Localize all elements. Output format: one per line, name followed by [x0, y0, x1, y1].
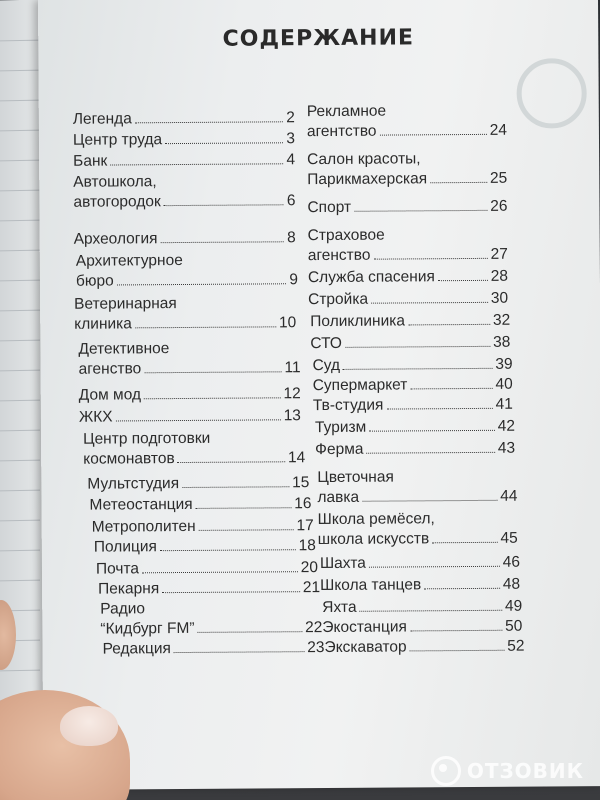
- toc-page-number: 39: [495, 355, 513, 373]
- toc-entry: [312, 355, 512, 376]
- toc-page-number: 22: [305, 619, 323, 637]
- dot-leader: [354, 210, 487, 212]
- toc-entry: [73, 129, 295, 151]
- toc-entry-label: Страховое: [307, 226, 385, 245]
- toc-entry: [79, 384, 301, 406]
- left-page-rule: [0, 490, 40, 492]
- page-title: СОДЕРЖАНИЕ: [222, 25, 415, 52]
- otzovik-logo-icon: [431, 756, 461, 786]
- book-page: [38, 0, 600, 790]
- toc-entry: [308, 225, 508, 266]
- toc-entry: [307, 197, 507, 218]
- toc-entry-label: Туризм: [314, 418, 367, 437]
- toc-entry-label: автогородок: [73, 193, 161, 211]
- toc-page-number: 16: [294, 495, 312, 513]
- dot-leader: [182, 486, 289, 488]
- toc-entry: [78, 338, 300, 380]
- toc-entry-label: Археология: [73, 230, 158, 248]
- toc-page-number: 3: [286, 130, 296, 148]
- thumbnail: [60, 706, 118, 746]
- toc-entry: [308, 289, 508, 310]
- toc-entry: [320, 575, 520, 596]
- toc-entry: [74, 293, 296, 335]
- toc-entry-label: агенство: [78, 360, 142, 378]
- left-page-rule: [0, 280, 40, 282]
- toc-page-number: 12: [283, 385, 301, 403]
- toc-entry-label: агенство: [307, 246, 371, 265]
- toc-entry: [74, 228, 296, 250]
- toc-page-number: 17: [296, 517, 314, 535]
- dot-leader: [178, 461, 285, 463]
- toc-entry: [98, 578, 320, 600]
- dot-leader: [164, 204, 284, 206]
- toc-entry: [315, 417, 515, 438]
- toc-entry-label: Поликлиника: [310, 312, 406, 331]
- toc-entry-label: Метеостанция: [89, 495, 193, 514]
- dot-leader: [408, 324, 490, 326]
- toc-page-number: 25: [489, 169, 508, 187]
- toc-entry-label: “Кидбург FM”: [100, 619, 195, 638]
- dot-leader: [198, 631, 303, 633]
- left-page-rule: [0, 670, 40, 672]
- toc-entry: [310, 333, 510, 354]
- toc-entry-label: Школа танцев: [320, 576, 422, 595]
- toc-entry: [324, 637, 524, 658]
- toc-page-number: 9: [289, 271, 299, 289]
- dot-leader: [345, 346, 490, 348]
- toc-page-number: 20: [300, 559, 319, 577]
- toc-page-number: 4: [286, 151, 296, 169]
- toc-entry-label: лавка: [317, 488, 360, 507]
- left-page-rule: [0, 250, 40, 252]
- toc-entry-label: Автошкола,: [73, 173, 157, 191]
- dot-leader: [373, 258, 487, 260]
- left-page-rule: [0, 400, 40, 402]
- toc-entry-label: Детективное: [78, 340, 170, 358]
- toc-entry: [313, 395, 513, 416]
- toc-entry-label: школа искусств: [317, 530, 430, 549]
- toc-entry: [315, 439, 515, 460]
- toc-entry-label: Радио: [100, 600, 146, 618]
- toc-entry-label: Школа ремёсел,: [317, 510, 435, 529]
- toc-entry-label: Почта: [95, 560, 140, 578]
- dot-leader: [144, 371, 281, 373]
- toc-entry-label: Редакция: [102, 640, 171, 658]
- dot-leader: [165, 142, 283, 144]
- toc-page-number: 44: [500, 487, 518, 505]
- toc-entry-label: космонавтов: [83, 450, 175, 468]
- toc-page-number: 15: [292, 474, 310, 492]
- left-page-rule: [0, 340, 40, 342]
- toc-entry-label: Центр труда: [72, 131, 163, 149]
- toc-entry-label: Экскаватор: [324, 638, 407, 657]
- toc-entry: [73, 171, 295, 213]
- toc-page-number: 23: [307, 639, 325, 657]
- toc-entry-label: Суд: [312, 356, 341, 375]
- dot-leader: [160, 549, 296, 551]
- toc-page-number: 10: [278, 314, 297, 332]
- left-page-rule: [0, 100, 40, 102]
- toc-entry-label: Ветеринарная: [74, 295, 177, 313]
- toc-entry-label: бюро: [75, 272, 114, 290]
- toc-entry-label: агентство: [306, 122, 377, 141]
- toc-page-number: 38: [493, 333, 511, 351]
- toc-page-number: 32: [492, 311, 511, 329]
- toc-entry-label: Салон красоты,: [307, 150, 421, 169]
- dot-leader: [369, 566, 500, 568]
- toc-entry-label: Пекарня: [98, 580, 160, 598]
- dot-leader: [369, 430, 495, 432]
- left-page-rule: [0, 370, 40, 372]
- left-page-rule: [0, 160, 40, 162]
- dot-leader: [438, 280, 488, 281]
- dot-leader: [135, 121, 283, 123]
- dot-leader: [196, 507, 292, 509]
- left-page-rule: [0, 310, 40, 312]
- toc-entry-label: Рекламное: [306, 102, 387, 121]
- dot-leader: [386, 408, 492, 410]
- dot-leader: [380, 134, 487, 136]
- dot-leader: [162, 591, 300, 593]
- toc-entry-label: СТО: [310, 334, 342, 353]
- toc-entry: [76, 250, 298, 292]
- toc-entry: [100, 598, 322, 640]
- toc-page-number: 28: [490, 267, 508, 285]
- toc-page-number: 40: [495, 375, 513, 393]
- toc-page-number: 46: [502, 553, 520, 571]
- dot-leader: [142, 571, 298, 573]
- toc-page-number: 42: [497, 417, 516, 435]
- toc-page-number: 11: [284, 359, 301, 377]
- toc-entry: [310, 311, 510, 332]
- dot-leader: [410, 388, 492, 390]
- left-page-rule: [0, 580, 40, 582]
- toc-entry: [87, 473, 309, 495]
- dot-leader: [110, 163, 283, 165]
- toc-entry-label: Стройка: [308, 290, 369, 309]
- toc-page-number: 8: [286, 229, 296, 247]
- dot-leader: [174, 651, 304, 653]
- toc-entry: [307, 101, 507, 142]
- watermark: [431, 756, 584, 786]
- dot-leader: [343, 368, 492, 370]
- toc-page-number: 6: [286, 192, 296, 210]
- toc-entry-label: Архитектурное: [75, 251, 183, 270]
- dot-leader: [144, 397, 281, 399]
- toc-page-number: 21: [302, 579, 321, 597]
- dot-leader: [424, 588, 500, 590]
- decorative-circle-icon: [516, 58, 586, 128]
- dot-leader: [366, 452, 494, 454]
- left-page-rule: [0, 460, 40, 462]
- toc-entry: [307, 149, 507, 190]
- toc-entry-label: Экостанция: [322, 618, 407, 637]
- toc-entry: [320, 553, 520, 574]
- dot-leader: [161, 241, 285, 243]
- toc-page-number: 2: [286, 109, 295, 127]
- toc-entry-label: Яхта: [322, 598, 357, 617]
- toc-entry-label: Цветочная: [317, 468, 394, 487]
- toc-entry-label: Парикмахерская: [307, 170, 428, 189]
- left-page-rule: [0, 430, 40, 432]
- toc-entry: [102, 638, 324, 660]
- toc-page-number: 13: [283, 407, 301, 425]
- left-page-rule: [0, 130, 40, 132]
- toc-entry: [308, 267, 508, 288]
- toc-entry-label: ЖКХ: [78, 408, 113, 426]
- dot-leader: [117, 283, 287, 285]
- left-page-rule: [0, 40, 40, 42]
- dot-leader: [362, 500, 497, 502]
- left-page-rule: [0, 190, 40, 192]
- toc-entry-label: Банк: [73, 152, 108, 170]
- toc-entry: [83, 428, 305, 470]
- toc-entry: [96, 558, 318, 580]
- toc-page-number: 27: [490, 245, 508, 263]
- watermark-text: ОТЗОВИК: [466, 759, 584, 783]
- toc-entry: [79, 406, 301, 428]
- toc-entry-label: Полиция: [93, 538, 157, 556]
- toc-entry-label: Спорт: [307, 198, 352, 217]
- dot-leader: [371, 302, 488, 304]
- toc-entry: [317, 467, 517, 508]
- toc-entry: [89, 494, 311, 516]
- left-page-rule: [0, 220, 40, 222]
- dot-leader: [410, 650, 505, 652]
- toc-entry-label: Дом мод: [78, 386, 142, 404]
- left-page-rule: [0, 550, 40, 552]
- dot-leader: [410, 630, 502, 632]
- toc-page-number: 41: [495, 395, 513, 413]
- toc-entry: [92, 516, 314, 538]
- toc-page-number: 52: [507, 637, 525, 655]
- dot-leader: [116, 419, 281, 421]
- toc-entry-label: клиника: [74, 315, 132, 333]
- dot-leader: [360, 610, 502, 612]
- toc-page-number: 50: [505, 617, 523, 635]
- left-page-rule: [0, 520, 40, 522]
- dot-leader: [430, 182, 487, 183]
- toc-entry-label: Шахта: [319, 554, 366, 573]
- toc-entry: [73, 150, 295, 172]
- toc-entry-label: Центр подготовки: [83, 429, 211, 448]
- toc-entry-label: Ферма: [315, 440, 364, 459]
- toc-entry-label: Супермаркет: [312, 376, 408, 395]
- toc-entry: [318, 509, 518, 550]
- dot-leader: [135, 326, 276, 328]
- toc-entry-label: Легенда: [72, 110, 132, 128]
- toc-page-number: 43: [497, 439, 516, 457]
- toc-page-number: 18: [298, 537, 316, 555]
- toc-page-number: 26: [490, 197, 508, 215]
- toc-entry-label: Тв-студия: [312, 396, 384, 415]
- toc-entry: [313, 375, 513, 396]
- toc-page-number: 45: [500, 529, 518, 547]
- toc-entry: [322, 597, 522, 618]
- toc-entry: [73, 108, 295, 130]
- toc-page-number: 14: [287, 449, 306, 467]
- toc-entry: [322, 617, 522, 638]
- toc-entry: [94, 536, 316, 558]
- left-page-rule: [0, 70, 40, 72]
- toc-page-number: 48: [502, 575, 521, 593]
- toc-entry-label: Метрополитен: [91, 517, 196, 536]
- dot-leader: [199, 529, 294, 531]
- toc-page-number: 30: [490, 289, 509, 307]
- toc-entry-label: Служба спасения: [307, 268, 435, 287]
- toc-entry-label: Мультстудия: [87, 475, 180, 493]
- toc-page-number: 49: [504, 597, 523, 615]
- toc-page-number: 24: [489, 121, 507, 139]
- dot-leader: [432, 542, 497, 543]
